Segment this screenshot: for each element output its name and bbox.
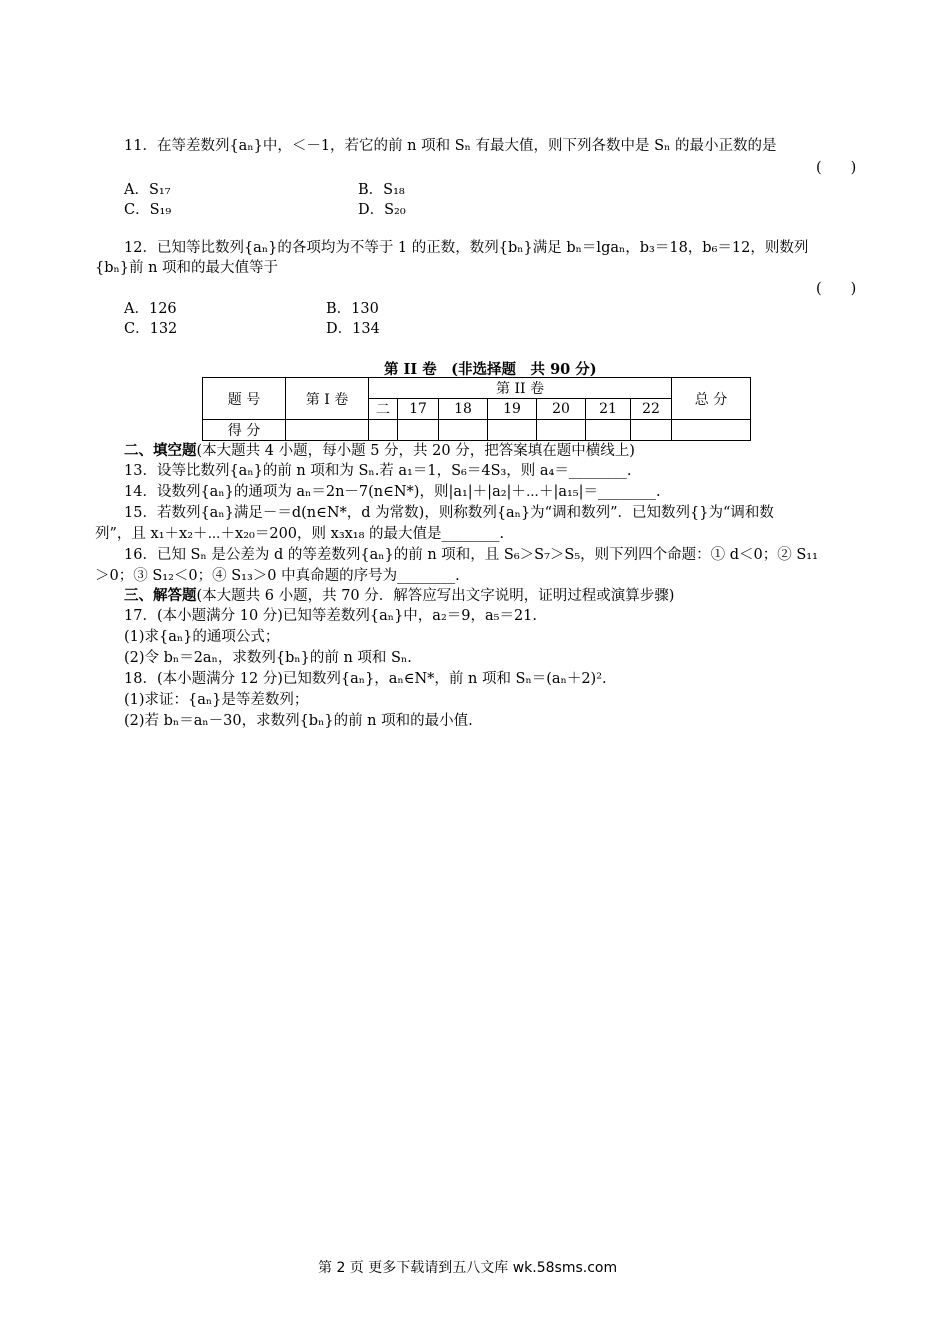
page-footer: 第 2 页 更多下载请到五八文库 wk.58sms.com bbox=[318, 1260, 618, 1276]
score-table-col: 17 bbox=[398, 399, 439, 420]
part2-title: 第 II 卷 (非选择题 共 90 分) bbox=[384, 361, 597, 378]
q12-option-d: D．134 bbox=[326, 321, 380, 337]
score-table-col: 21 bbox=[586, 399, 631, 420]
q13: 13．设等比数列{aₙ}的前 n 项和为 Sₙ.若 a₁＝1，S₆＝4S₃，则 a₄＝________. bbox=[124, 463, 632, 479]
score-table-header-tihao: 题 号 bbox=[203, 378, 286, 420]
q17-part1: (1)求{aₙ}的通项公式； bbox=[124, 629, 280, 645]
section2-title: 二、填空题 bbox=[124, 442, 197, 459]
q11-option-c: C．S₁₉ bbox=[124, 202, 172, 218]
score-table-header-juan1: 第 I 卷 bbox=[286, 378, 369, 420]
q11-option-a: A．S₁₇ bbox=[124, 182, 171, 198]
q12-option-c: C．132 bbox=[124, 321, 178, 337]
q18-part1: (1)求证：{aₙ}是等差数列； bbox=[124, 692, 309, 708]
score-table-col: 二 bbox=[369, 399, 398, 420]
q12-option-a: A．126 bbox=[124, 301, 177, 317]
section3-title: 三、解答题 bbox=[124, 587, 197, 604]
score-cell bbox=[439, 420, 488, 441]
q11-option-d: D．S₂₀ bbox=[358, 202, 406, 218]
q18: 18．(本小题满分 12 分)已知数列{aₙ}，aₙ∈N*，前 n 项和 Sₙ＝(aₙ＋2)². bbox=[124, 671, 607, 687]
q12-stem-line1: 12．已知等比数列{aₙ}的各项均为不等于 1 的正数，数列{bₙ}满足 bₙ＝lgaₙ，b₃＝18，b₆＝12，则数列 bbox=[124, 240, 809, 256]
score-table-col: 19 bbox=[488, 399, 537, 420]
score-cell bbox=[369, 420, 398, 441]
q12-option-b: B．130 bbox=[326, 301, 379, 317]
q14: 14．设数列{aₙ}的通项为 aₙ＝2n－7(n∈N*)，则|a₁|＋|a₂|＋⋯＋|a₁₅|＝________. bbox=[124, 484, 661, 500]
q11-option-b: B．S₁₈ bbox=[358, 182, 405, 198]
section3-heading bbox=[124, 586, 674, 606]
q16-line1: 16．已知 Sₙ 是公差为 d 的等差数列{aₙ}的前 n 项和，且 S₆＞S₇＞S₅，则下列四个命题：① d＜0；② S₁₁ bbox=[124, 547, 818, 563]
score-cell bbox=[586, 420, 631, 441]
q11-answer-paren: ( ) bbox=[816, 160, 857, 176]
score-cell bbox=[398, 420, 439, 441]
score-cell bbox=[537, 420, 586, 441]
score-cell bbox=[488, 420, 537, 441]
q15-line2: 列”，且 x₁＋x₂＋⋯＋x₂₀＝200，则 x₃x₁₈ 的最大值是________. bbox=[95, 526, 505, 542]
score-table-col: 20 bbox=[537, 399, 586, 420]
score-table-col: 18 bbox=[439, 399, 488, 420]
score-table-col: 22 bbox=[631, 399, 672, 420]
q11-stem: 11．在等差数列{aₙ}中，＜－1，若它的前 n 项和 Sₙ 有最大值，则下列各数中是 Sₙ 的最小正数的是 bbox=[124, 138, 777, 154]
q12-answer-paren: ( ) bbox=[816, 281, 857, 297]
q17: 17．(本小题满分 10 分)已知等差数列{aₙ}中，a₂＝9，a₅＝21. bbox=[124, 608, 538, 624]
section2-desc: (本大题共 4 小题，每小题 5 分，共 20 分，把答案填在题中横线上) bbox=[196, 443, 635, 459]
q17-part2: (2)令 bₙ＝2aₙ，求数列{bₙ}的前 n 项和 Sₙ. bbox=[124, 650, 412, 666]
q15-line1: 15．若数列{aₙ}满足－＝d(n∈N*，d 为常数)，则称数列{aₙ}为“调和数列”．已知数列{}为“调和数 bbox=[124, 505, 774, 521]
q12-stem-line2: {bₙ}前 n 项和的最大值等于 bbox=[95, 260, 279, 276]
score-cell bbox=[286, 420, 369, 441]
score-table-header-total: 总 分 bbox=[672, 378, 751, 420]
score-table bbox=[202, 377, 751, 441]
score-cell bbox=[672, 420, 751, 441]
score-table-row-label: 得 分 bbox=[203, 420, 286, 441]
section2-heading bbox=[124, 441, 635, 461]
score-cell bbox=[631, 420, 672, 441]
section3-desc: (本大题共 6 小题，共 70 分．解答应写出文字说明，证明过程或演算步骤) bbox=[196, 588, 675, 604]
score-table-header-juan2: 第 II 卷 bbox=[369, 378, 672, 399]
q16-line2: ＞0；③ S₁₂＜0；④ S₁₃＞0 中真命题的序号为________. bbox=[95, 568, 460, 584]
q18-part2: (2)若 bₙ＝aₙ－30，求数列{bₙ}的前 n 项和的最小值. bbox=[124, 713, 473, 729]
